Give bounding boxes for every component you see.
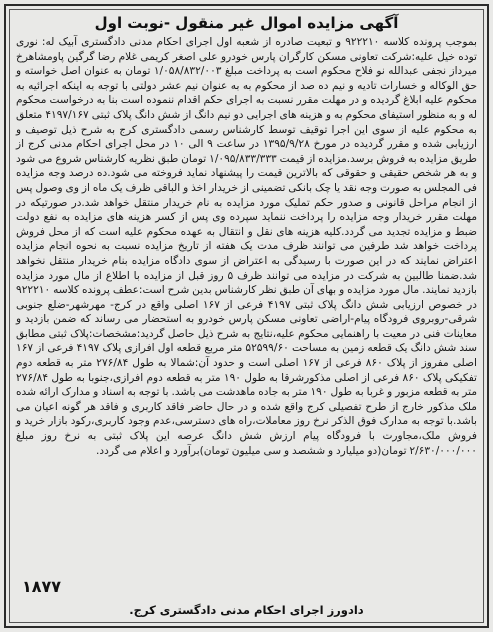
notice-border xyxy=(4,4,489,628)
notice-box xyxy=(9,9,484,623)
signature-line: دادورز اجرای احکام مدنی دادگستری کرج. xyxy=(129,603,364,617)
ad-number: ۱۸۷۷ xyxy=(22,577,62,596)
notice-paragraph: بموجب پرونده کلاسه ۹۲۲۲۱۰ و تبعیت صادره از شعبه اول اجرای احکام مدنی دادگستری آبیک له: نوری توده خیل علیه:شرکت تعاونی مسکن کارگران پارس خودرو علی اصغر کریمی غلام رضا گرگین پاومشاهرخ میرداز نجفی عبدالله نو فلاح محکوم است به پرداخت مبلغ ۱/۰۵۸/۸۳۲/۰۰۳ تومان به عنوان اصل خواسته و حق الوکاله و خسارات تادیه و نیم ده صد از محکوم به به عنوان نیم عشر دولتی با توجه به اینکه اجرائیه به محکوم علیه ابلاغ گردیده و در مهلت مقرر نسبت به اجرای حکم اقدام ننموده است بنا به درخواست محکوم له و به منظور استیفای محکوم به و هزینه های اجرایی دو نیم دانگ از شش دانگ پلاک ثبتی ۴۱۹۷/۱۶۷ متعلق به محکوم علیه از سوی این اجرا توقیف توسط کارشناس رسمی دادگستری کرج به شرح ذیل توصیف و ارزیابی شده و مقرر گردیده در مورخ ۱۳۹۵/۹/۲۸ در ساعت ۹ الی ۱۰ در محل اجرای احکام مدنی کرج از طریق مزایده به فروش برسد.مزایده از قیمت ۱/۰۹۵/۸۳۳/۳۳۳ تومان طبق نظریه کارشناس شروع می شود و به هر شخص حقیقی و حقوقی که بالاترین قیمت را پیشنهاد نماید فروخته می شود.ده درصد وجه مزایده فی المجلس به صورت وجه نقد یا چک بانکی تضمینی از خریدار اخذ و الباقی ظرف یک ماه از وی وصول پس از انجام مراحل قانونی و صدور حکم تملیک مورد مزایده به نام خریدار منتقل خواهد شد.در صورتیکه در مهلت مقرر خریدار وجه مزایده را پرداخت ننماید سپرده وی پس از کسر هزینه های مزایده به نفع دولت ضبط و مزایده تجدید می گردد.کلیه هزینه های نقل و انتقال به عهده محکوم علیه است که از محل فروش پرداخت خواهد شد طرفین می توانند ظرف مدت یک هفته از تاریخ مزایده نسبت به نحوه انجام مزایده اعتراض نمایند که در این صورت با رسیدگی به اعتراض از سوی دادگاه مزایده بنام خریدار منتقل نخواهد شد.ضمنا طالبین به شرکت در مزایده می توانند ظرف ۵ روز قبل از مزایده با اطلاع از مال مورد مزایده بازدید نمایند. مال مورد مزایده و بهای آن طبق نظر کارشناس بدین شرح است:عطف پرونده کلاسه ۹۲۲۲۱۰ در خصوص ارزیابی شش دانگ پلاک ثبتی ۴۱۹۷ فرعی از ۱۶۷ اصلی واقع در کرج- مهرشهر-ضلع جنوبی شرقی-روبروی فرودگاه پیام-اراضی تعاونی مسکن پارس خودرو به استحضار می رساند که ضمن بازدید و معاینات فنی در معیت با راهنمایی محکوم علیه،نتایج به شرح ذیل حاصل گردید:مشخصات:پلاک ثبتی مطابق سند شش دانگ یک قطعه زمین به مساحت ۵۲۵۹۹/۶۰ متر مربع قطعه اول افرازی پلاک ۴۱۹۷ فرعی از ۱۶۷ اصلی مفروز از پلاک ۸۶۰ فرعی از ۱۶۷ اصلی است و حدود آن:شمالا به طول ۲۷۶/۸۴ متر به قطعه دوم تفکیکی پلاک ۸۶۰ فرعی از اصلی مذکورشرقا به طول ۱۹۰ متر به قطعه دوم افرازی،جنوبا به طول ۲۷۶/۸۴ متر به قطعه مزبور و غربا به طول ۱۹۰ متر به جاده ماهدشت می باشد. با توجه به اسناد و مدارک ارائه شده ملک مذکور خارج از طرح تفصیلی کرج واقع شده و در حال حاضر فاقد کاربری و فاقد هر گونه اعیان می باشد.با توجه به مدارک فوق الذکر نرخ روز معاملات،راه های دسترسی،عدم وجود کاربری،رکود بازار خرید و فروش ملک،مجاورت با فرودگاه پیام ارزش شش دانگ عرصه این پلاک ثبتی به نرخ روز مبلغ ۲/۶۳۰/۰۰۰/۰۰۰ تومان(دو میلیارد و ششصد و سی میلیون تومان)برآورد و اعلام می گردد. xyxy=(16,36,477,457)
notice-title: آگهی مزایده اموال غیر منقول -نوبت اول xyxy=(94,14,399,32)
notice-body xyxy=(16,35,477,458)
